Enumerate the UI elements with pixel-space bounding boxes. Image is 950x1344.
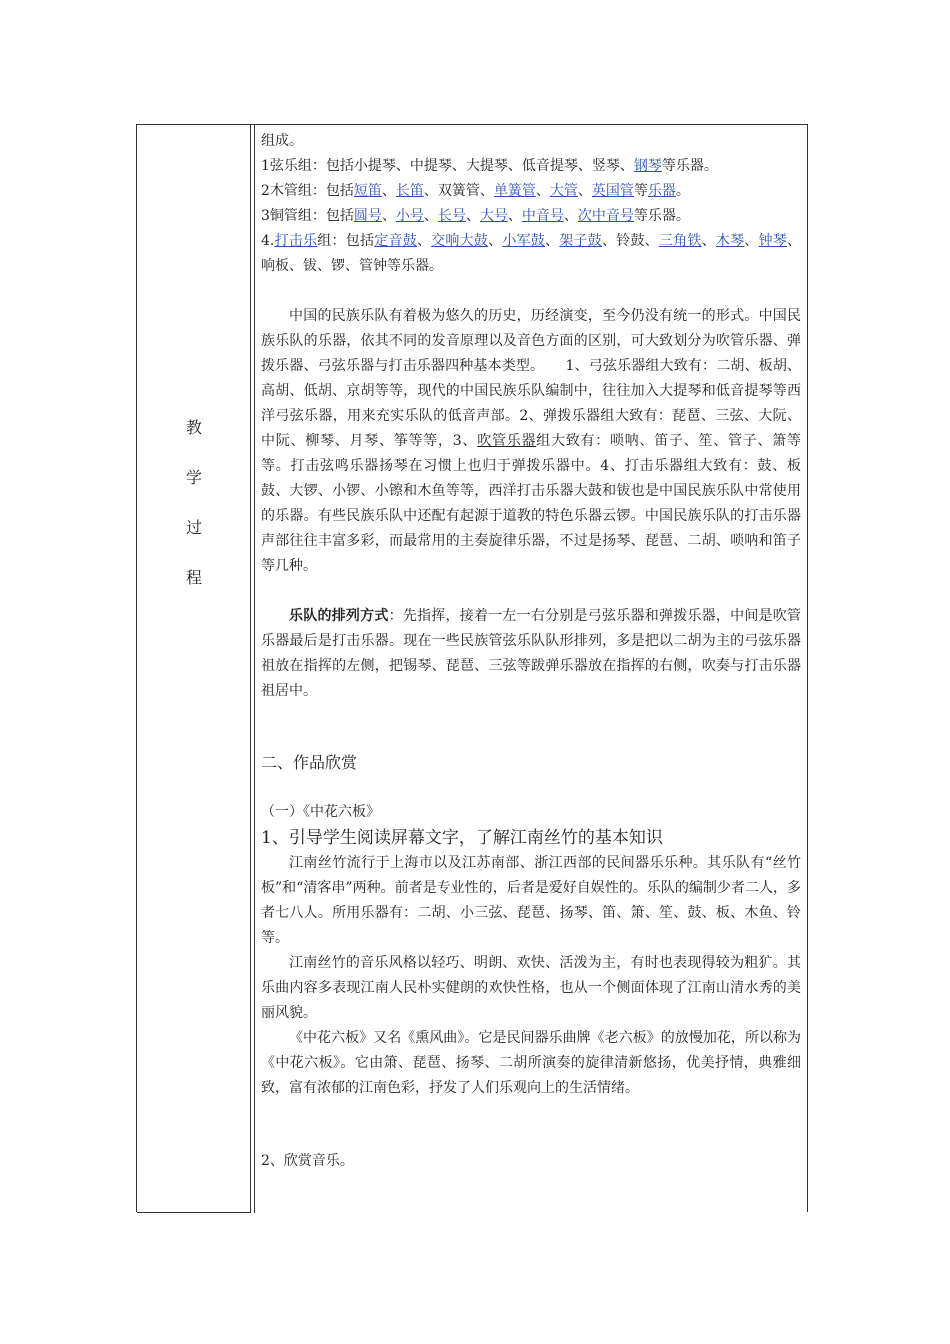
link-bassoon[interactable]: 大管 bbox=[549, 183, 578, 199]
arrangement-paragraph: 乐队的排列方式：先指挥，接着一左一右分别是弓弦乐器和弹拨乐器，中间是吹管乐器最后是打击乐器。现在一些民族管弦乐队队形排列，多是把以二胡为主的弓弦乐器祖放在指挥的左侧，把锡琴、琵琶、三弦等跋弹乐器放在指挥的右侧，吹奏与打击乐器祖居中。 bbox=[261, 608, 802, 699]
arrangement-heading: 乐队的排列方式 bbox=[289, 608, 389, 624]
link-trombone[interactable]: 长号 bbox=[437, 208, 466, 224]
link-drum-kit[interactable]: 架子鼓 bbox=[559, 233, 602, 249]
link-french-horn[interactable]: 圆号 bbox=[353, 208, 382, 224]
piece-heading: （一）《中花六板》 bbox=[261, 804, 380, 820]
woodwind-line: 2木管组：包括短笛、长笛、双簧管、单簧管、大管、英国管等乐器。 bbox=[261, 183, 690, 199]
vertical-label bbox=[137, 403, 251, 603]
link-snare-drum[interactable]: 小军鼓 bbox=[502, 233, 546, 249]
link-clarinet[interactable]: 单簧管 bbox=[493, 183, 536, 199]
lesson-table bbox=[136, 124, 808, 1212]
link-english-horn[interactable]: 英国管 bbox=[591, 183, 634, 199]
step2-heading: 2、欣赏音乐。 bbox=[261, 1153, 354, 1169]
link-trumpet[interactable]: 小号 bbox=[395, 208, 424, 224]
label-char: 程 bbox=[185, 568, 202, 587]
label-char: 过 bbox=[185, 518, 202, 537]
link-percussion[interactable]: 打击乐 bbox=[274, 233, 318, 249]
link-tuba[interactable]: 大号 bbox=[479, 208, 508, 224]
jiangnan-paragraph-2: 江南丝竹的音乐风格以轻巧、明朗、欢快、活泼为主，有时也表现得较为粗犷。其乐曲内容多表现江南人民朴实健朗的欢快性格，也从一个侧面体现了江南山清水秀的美丽风貌。 bbox=[261, 955, 801, 1021]
label-char: 教 bbox=[185, 418, 202, 437]
link-flute[interactable]: 长笛 bbox=[395, 183, 424, 199]
label-char: 学 bbox=[185, 468, 202, 487]
link-timpani[interactable]: 定音鼓 bbox=[374, 233, 417, 249]
percussion-line: 4.打击乐组：包括定音鼓、交响大鼓、小军鼓、架子鼓、铃鼓、三角铁、木琴、钟琴、响板、钹、锣、管钟等乐器。 bbox=[261, 233, 802, 274]
folk-orchestra-paragraph: 中国的民族乐队有着极为悠久的历史，历经演变，至今仍没有统一的形式。中国民族乐队的乐器，依其不同的发音原理以及音色方面的区别，可大致划分为吹管乐器、弹拨乐器、弓弦乐器与打击乐器四种基本类型。 1、弓弦乐器组大致有：二胡、板胡、高胡、低胡、京胡等等，现代的中国民族乐队编制中，往往加入大提琴和低音提琴等西洋弓弦乐器，用来充实乐队的低音声部。2、弹拨乐器组大致有：琵琶、三弦、大阮、中阮、柳琴、月琴、筝等等，3、吹管乐器组大致有：唢呐、笛子、笙、管子、箫等等。打击弦鸣乐器扬琴在习惯上也归于弹拨乐器中。4、打击乐器组大致有：鼓、板鼓、大锣、小锣、小镲和木鱼等等，西洋打击乐器大鼓和钹也是中国民族乐队中常使用的乐器。有些民族乐队中还配有起源于道教的特色乐器云锣。中国民族乐队的打击乐器声部往往丰富多彩，而最常用的主奏旋律乐器，不过是扬琴、琵琶、二胡、唢呐和笛子等几种。 bbox=[261, 308, 802, 574]
link-piccolo[interactable]: 短笛 bbox=[353, 183, 382, 199]
link-piano[interactable]: 钢琴 bbox=[633, 158, 662, 174]
link-instruments[interactable]: 乐器 bbox=[647, 183, 676, 199]
link-tenor-horn[interactable]: 次中音号 bbox=[577, 208, 634, 224]
jiangnan-paragraph-3: 《中花六板》又名《熏风曲》。它是民间器乐曲牌《老六板》的放慢加花，所以称为《中花六板》。它由箫、琵琶、扬琴、二胡所演奏的旋律清新悠扬，优美抒情，典雅细致，富有浓郁的江南色彩，抒发了人们乐观向上的生活情绪。 bbox=[261, 1030, 801, 1096]
section-label-cell bbox=[137, 125, 251, 1213]
brass-line: 3铜管组：包括圆号、小号、长号、大号、中音号、次中音号等乐器。 bbox=[261, 208, 690, 224]
link-alto-horn[interactable]: 中音号 bbox=[521, 208, 564, 224]
step1-heading: 1、引导学生阅读屏幕文字，了解江南丝竹的基本知识 bbox=[261, 828, 663, 848]
intro-line: 组成。 bbox=[261, 133, 303, 149]
link-bass-drum[interactable]: 交响大鼓 bbox=[431, 233, 489, 249]
strings-line: 1弦乐组：包括小提琴、中提琴、大提琴、低音提琴、竖琴、钢琴等乐器。 bbox=[261, 158, 718, 174]
link-xylophone[interactable]: 木琴 bbox=[715, 233, 745, 249]
wind-instruments-underlined: 吹管乐器 bbox=[477, 433, 537, 449]
link-triangle[interactable]: 三角铁 bbox=[658, 233, 702, 249]
jiangnan-paragraph-1: 江南丝竹流行于上海市以及江苏南部、浙江西部的民间器乐乐种。其乐队有“丝竹板”和“清客串”两种。前者是专业性的，后者是爱好自娱性的。乐队的编制少者二人，多者七八人。所用乐器有：二胡、小三弦、琵琶、扬琴、笛、箫、笙、鼓、板、木鱼、铃等。 bbox=[261, 855, 801, 946]
content-cell bbox=[261, 129, 801, 1174]
section-heading: 二、作品欣赏 bbox=[261, 753, 358, 772]
double-divider bbox=[251, 125, 255, 1213]
link-glockenspiel[interactable]: 钟琴 bbox=[758, 233, 788, 249]
